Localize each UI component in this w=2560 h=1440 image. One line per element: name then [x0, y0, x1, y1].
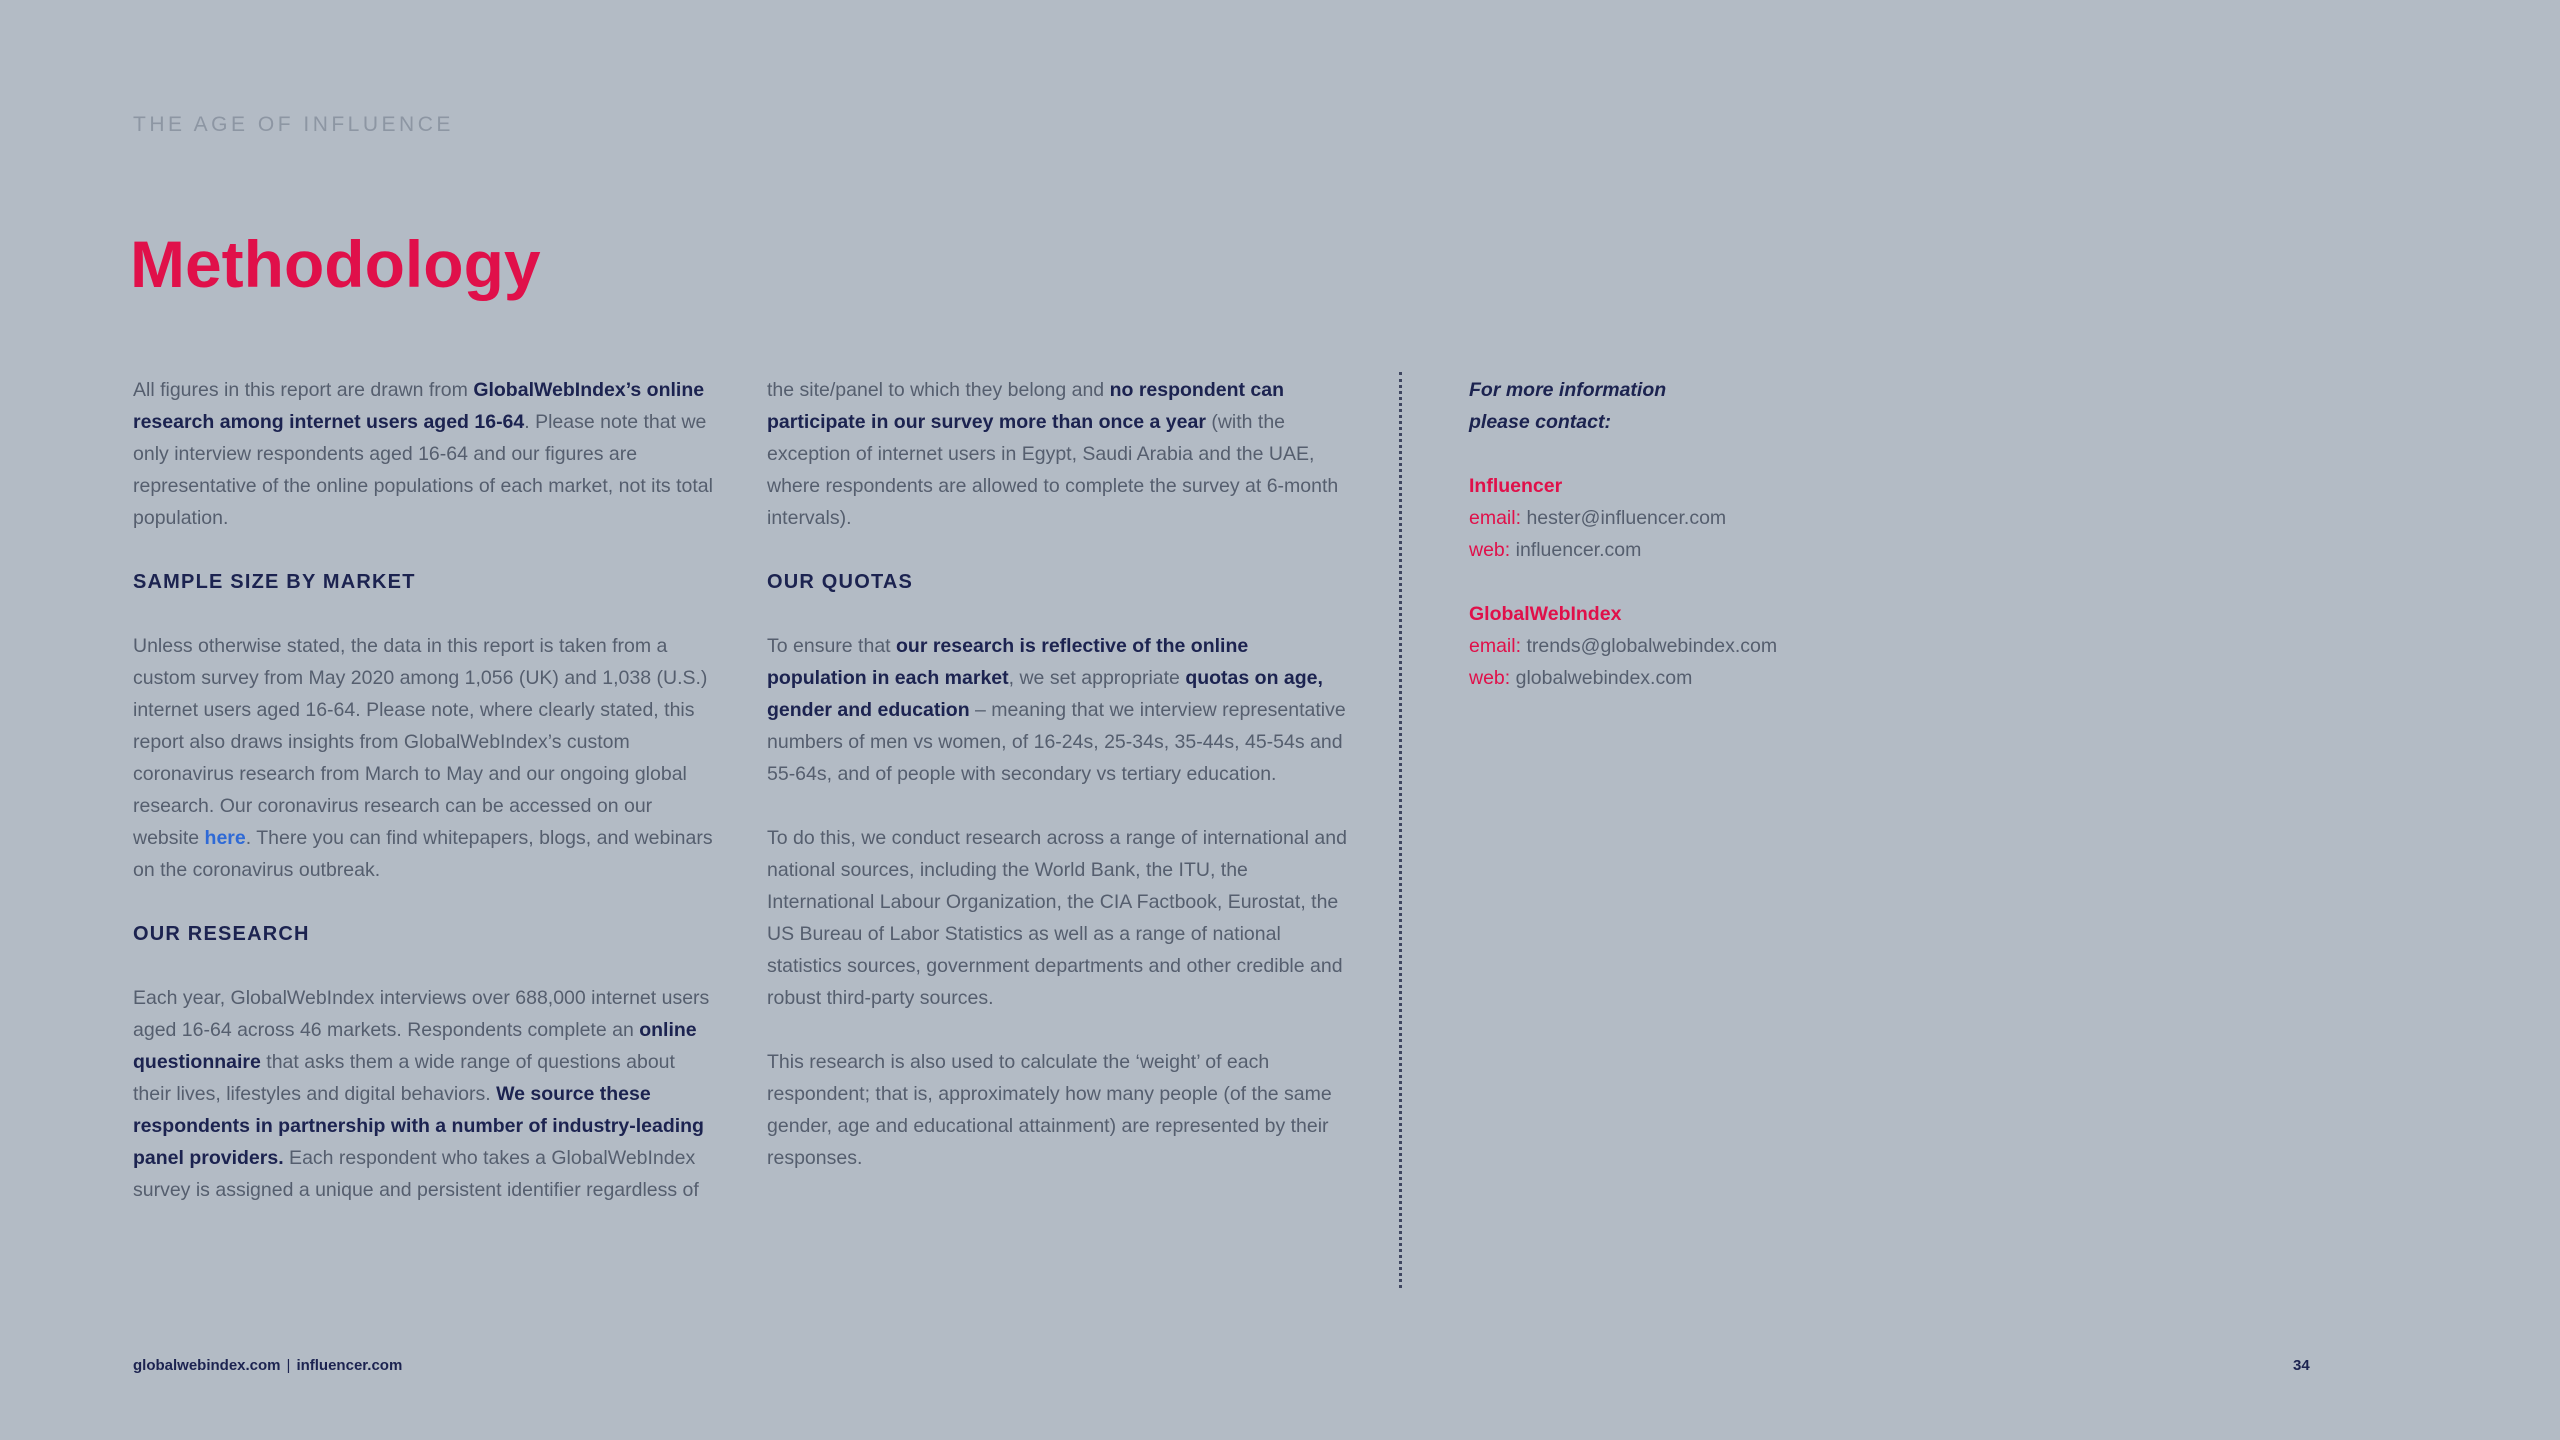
sample-size-paragraph: Unless otherwise stated, the data in this report is taken from a custom survey from May 2020 among 1,056 (UK) and 1,038 (U.S.) internet users aged 16-64. Please note, where clearly stated, this report also draws insights from GlobalWebIndex’s custom coronavirus research from March to May and our ongoing global research. Our coronavirus research can be accessed on our website here. There you can find whitepapers, blogs, and webinars on the coronavirus outbreak. — [133, 635, 713, 881]
footer-links — [133, 1357, 402, 1374]
contact-block-globalwebindex — [1469, 598, 1969, 694]
footer-separator: | — [286, 1357, 291, 1374]
contact-email[interactable]: trends@globalwebindex.com — [1526, 635, 1778, 657]
page-title: Methodology — [130, 227, 541, 301]
contact-intro: For more information please contact: — [1469, 379, 1667, 433]
contact-email-line: email: trends@globalwebindex.com — [1469, 635, 1778, 657]
contact-web-line: web: globalwebindex.com — [1469, 667, 1693, 689]
contact-email-line: email: hester@influencer.com — [1469, 507, 1727, 529]
our-quotas-heading: OUR QUOTAS — [767, 571, 914, 593]
sources-paragraph: To do this, we conduct research across a range of international and national sources, including the World Bank, the ITU, the International Labour Organization, the CIA Factbook, Eurostat, the US Bureau of Labor Statistics as well as a range of national statistics sources, government departments and other credible and robust third-party sources. — [767, 827, 1347, 1009]
coronavirus-research-link[interactable]: here — [204, 827, 246, 849]
intro-paragraph: All figures in this report are drawn from GlobalWebIndex’s online research among internet users aged 16-64. Please note that we only interview respondents aged 16-64 and our figures are representative of the online populations of each market, not its total population. — [133, 379, 713, 529]
contact-panel — [1469, 374, 1969, 726]
contact-web-line: web: influencer.com — [1469, 539, 1642, 561]
contact-web[interactable]: influencer.com — [1515, 539, 1642, 561]
footer-link-influencer[interactable]: influencer.com — [296, 1357, 403, 1374]
column-left — [133, 374, 718, 1238]
quotas-paragraph: To ensure that our research is reflective of the online population in each market, we set appropriate quotas on age, gender and education – meaning that we interview representative numbers of men vs women, of 16-24s, 25-34s, 35-44s, 45-54s and 55-64s, and of people with secondary vs tertiary education. — [767, 635, 1346, 785]
contact-org-name: GlobalWebIndex — [1469, 603, 1622, 625]
footer-link-globalwebindex[interactable]: globalwebindex.com — [133, 1357, 281, 1374]
page-number: 34 — [2293, 1357, 2310, 1374]
contact-block-influencer — [1469, 470, 1969, 566]
contact-web[interactable]: globalwebindex.com — [1515, 667, 1693, 689]
contact-email[interactable]: hester@influencer.com — [1526, 507, 1727, 529]
column-middle — [767, 374, 1352, 1206]
sample-size-heading: SAMPLE SIZE BY MARKET — [133, 571, 416, 593]
weighting-paragraph: This research is also used to calculate the ‘weight’ of each respondent; that is, approximately how many people (of the same gender, age and educational attainment) are represented by their responses. — [767, 1051, 1332, 1169]
our-research-paragraph: Each year, GlobalWebIndex interviews over 688,000 internet users aged 16-64 across 46 markets. Respondents complete an online questionnaire that asks them a wide range of questions about their lives, lifestyles and digital behaviors. We source these respondents in partnership with a number of industry-leading panel providers. Each respondent who takes a GlobalWebIndex survey is assigned a unique and persistent identifier regardless of — [133, 987, 710, 1201]
column-divider — [1399, 372, 1402, 1288]
contact-org-name: Influencer — [1469, 475, 1563, 497]
research-continued-paragraph: the site/panel to which they belong and no respondent can participate in our survey more than once a year (with the exception of internet users in Egypt, Saudi Arabia and the UAE, where respondents are allowed to complete the survey at 6-month intervals). — [767, 379, 1339, 529]
our-research-heading: OUR RESEARCH — [133, 923, 310, 945]
report-eyebrow: THE AGE OF INFLUENCE — [133, 113, 454, 136]
